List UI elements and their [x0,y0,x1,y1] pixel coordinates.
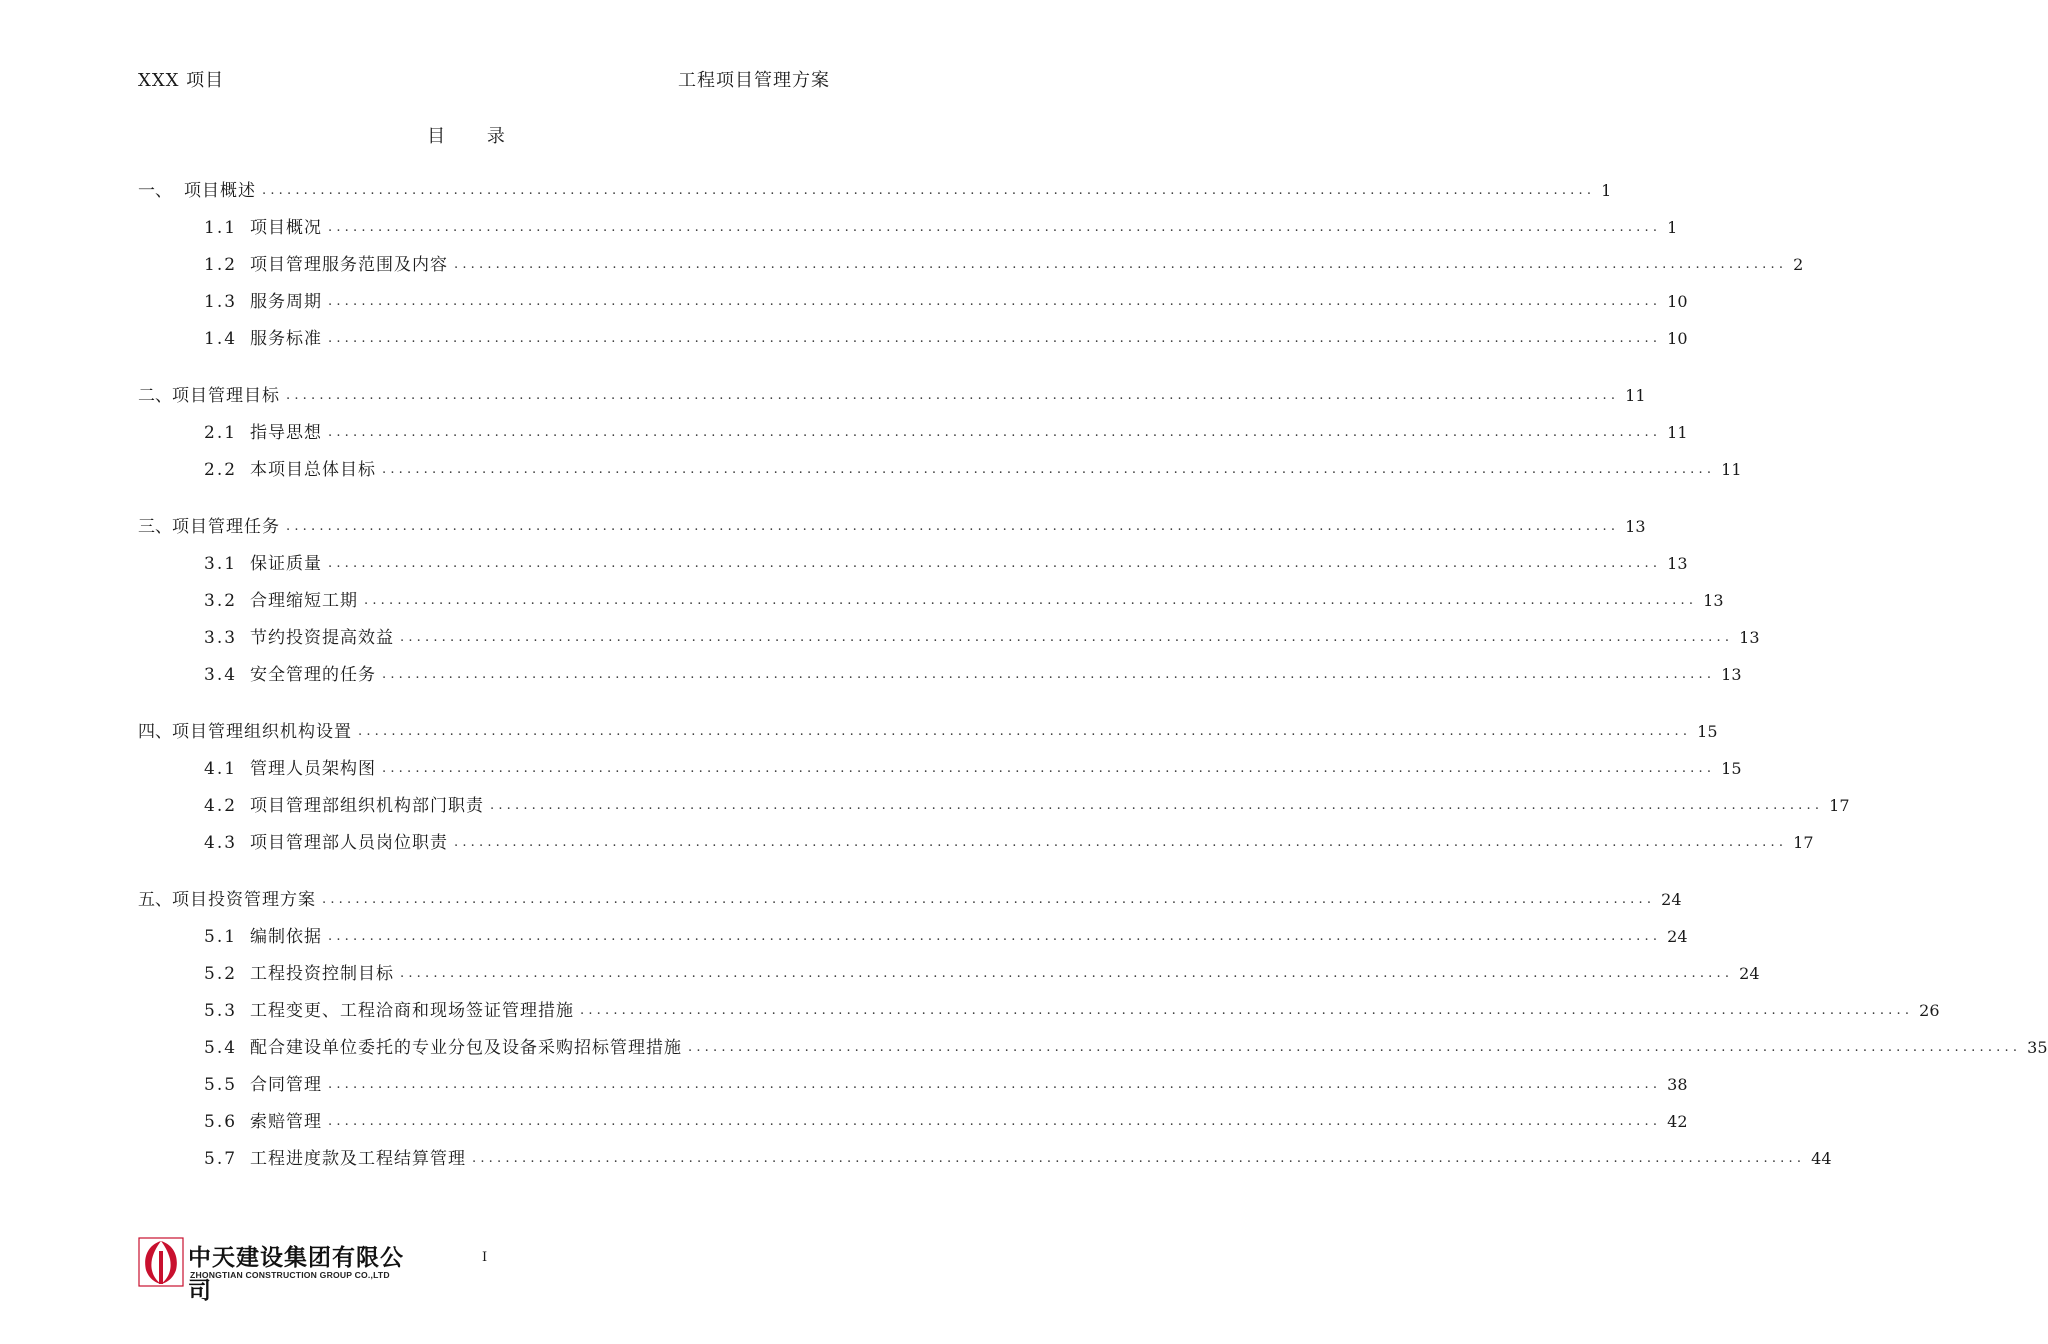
toc-leader-dots: ................................................................................................................................................................ [286,388,1620,403]
toc-section-entry[interactable] [204,756,1742,782]
toc-entry-number: 四、 [138,722,172,742]
toc-leader-dots: ................................................................................................................................................................ [328,556,1662,571]
toc-section-entry[interactable] [204,625,1760,651]
toc-leader-dots: ................................................................................................................................................................ [328,929,1662,944]
toc-entry-label: 合理缩短工期 [250,591,358,611]
toc-entry-page: 38 [1667,1075,1688,1094]
toc-entry-label: 工程投资控制目标 [250,964,394,984]
toc-title: 目 录 [427,126,523,147]
toc-entry-label: 项目管理目标 [172,386,280,406]
toc-leader-dots: ................................................................................................................................................................ [688,1040,2022,1055]
toc-entry-number: 3.4 [204,665,238,685]
toc-entry-label: 工程进度款及工程结算管理 [250,1149,466,1169]
toc-entry-number: 1.3 [204,292,238,312]
toc-chapter-entry[interactable] [138,383,1646,409]
toc-leader-dots: ................................................................................................................................................................ [400,966,1734,981]
toc-entry-number: 3.2 [204,591,238,611]
toc-entry-number: 三、 [138,517,172,537]
toc-chapter-entry[interactable] [138,719,1718,745]
toc-leader-dots: ................................................................................................................................................................ [400,630,1734,645]
toc-section-entry[interactable] [204,662,1742,688]
toc-section-entry[interactable] [204,215,1678,241]
toc-entry-page: 1 [1601,181,1612,200]
toc-section-entry[interactable] [204,1035,2048,1061]
toc-leader-dots: ................................................................................................................................................................ [364,593,1698,608]
toc-entry-label: 保证质量 [250,554,322,574]
toc-section-entry[interactable] [204,326,1688,352]
toc-entry-label: 项目概况 [250,218,322,238]
toc-entry-page: 13 [1625,517,1646,536]
toc-entry-number: 5.2 [204,964,238,984]
toc-entry-label: 节约投资提高效益 [250,628,394,648]
toc-leader-dots: ................................................................................................................................................................ [472,1151,1806,1166]
header-document-title: 工程项目管理方案 [678,70,830,91]
toc-entry-label: 合同管理 [250,1075,322,1095]
logo-english-name: ZHONGTIAN CONSTRUCTION GROUP CO.,LTD [190,1270,390,1280]
toc-entry-number: 4.1 [204,759,238,779]
toc-leader-dots: ................................................................................................................................................................ [262,183,1596,198]
toc-section-entry[interactable] [204,252,1804,278]
header-project-name: XXX 项目 [138,70,225,91]
toc-entry-number: 二、 [138,386,172,406]
toc-entry-label: 管理人员架构图 [250,759,376,779]
toc-entry-number: 一、 [138,181,172,201]
toc-section-entry[interactable] [204,1072,1688,1098]
toc-section-entry[interactable] [204,420,1688,446]
toc-entry-page: 13 [1703,591,1724,610]
toc-leader-dots: ................................................................................................................................................................ [286,519,1620,534]
toc-entry-page: 13 [1739,628,1760,647]
toc-entry-page: 24 [1739,964,1760,983]
toc-section-entry[interactable] [204,961,1760,987]
toc-section-entry[interactable] [204,551,1688,577]
toc-entry-label: 本项目总体目标 [250,460,376,480]
toc-leader-dots: ................................................................................................................................................................ [454,257,1788,272]
toc-entry-page: 17 [1829,796,1850,815]
toc-entry-label: 指导思想 [250,423,322,443]
toc-section-entry[interactable] [204,1109,1688,1135]
toc-leader-dots: ................................................................................................................................................................ [382,667,1716,682]
toc-entry-label: 安全管理的任务 [250,665,376,685]
company-emblem-icon [138,1237,184,1287]
toc-leader-dots: ................................................................................................................................................................ [580,1003,1914,1018]
toc-entry-label: 工程变更、工程洽商和现场签证管理措施 [250,1001,574,1021]
toc-entry-number: 4.2 [204,796,238,816]
toc-entry-page: 11 [1667,423,1688,442]
toc-leader-dots: ................................................................................................................................................................ [358,724,1692,739]
logo-chinese-name: 中天建设集团有限公司 [188,1245,404,1304]
toc-entry-page: 44 [1811,1149,1832,1168]
toc-leader-dots: ................................................................................................................................................................ [490,798,1824,813]
toc-entry-page: 15 [1721,759,1742,778]
toc-entry-number: 4.3 [204,833,238,853]
toc-leader-dots: ................................................................................................................................................................ [328,425,1662,440]
toc-entry-page: 13 [1721,665,1742,684]
toc-entry-number: 5.6 [204,1112,238,1132]
toc-entry-label: 配合建设单位委托的专业分包及设备采购招标管理措施 [250,1038,682,1058]
toc-leader-dots: ................................................................................................................................................................ [322,892,1656,907]
toc-entry-page: 24 [1661,890,1682,909]
toc-entry-number: 5.3 [204,1001,238,1021]
toc-entry-page: 10 [1667,292,1688,311]
toc-entry-number: 5.4 [204,1038,238,1058]
toc-leader-dots: ................................................................................................................................................................ [328,1077,1662,1092]
toc-entry-label: 项目管理部组织机构部门职责 [250,796,484,816]
toc-entry-label: 项目概述 [184,181,256,201]
toc-section-entry[interactable] [204,289,1688,315]
toc-section-entry[interactable] [204,998,1940,1024]
toc-section-entry[interactable] [204,924,1688,950]
toc-entry-label: 编制依据 [250,927,322,947]
toc-chapter-entry[interactable] [138,514,1646,540]
toc-section-entry[interactable] [204,830,1814,856]
toc-section-entry[interactable] [204,1146,1832,1172]
toc-chapter-entry[interactable] [138,887,1682,913]
toc-leader-dots: ................................................................................................................................................................ [328,220,1662,235]
toc-entry-page: 11 [1721,460,1742,479]
toc-entry-number: 1.2 [204,255,238,275]
page-number: I [482,1250,488,1265]
toc-entry-page: 35 [2027,1038,2048,1057]
toc-entry-number: 2.2 [204,460,238,480]
toc-leader-dots: ................................................................................................................................................................ [454,835,1788,850]
toc-entry-page: 26 [1919,1001,1940,1020]
toc-entry-label: 项目管理部人员岗位职责 [250,833,448,853]
toc-leader-dots: ................................................................................................................................................................ [382,462,1716,477]
toc-entry-label: 项目管理组织机构设置 [172,722,352,742]
toc-entry-number: 1.4 [204,329,238,349]
toc-entry-number: 3.3 [204,628,238,648]
toc-section-entry[interactable] [204,588,1724,614]
toc-entry-page: 42 [1667,1112,1688,1131]
toc-entry-page: 11 [1625,386,1646,405]
toc-entry-page: 15 [1697,722,1718,741]
toc-entry-number: 5.5 [204,1075,238,1095]
toc-entry-page: 24 [1667,927,1688,946]
toc-entry-number: 5.7 [204,1149,238,1169]
toc-entry-label: 索赔管理 [250,1112,322,1132]
toc-entry-page: 13 [1667,554,1688,573]
toc-entry-label: 服务周期 [250,292,322,312]
toc-entry-number: 3.1 [204,554,238,574]
toc-entry-page: 2 [1793,255,1804,274]
toc-entry-label: 项目管理服务范围及内容 [250,255,448,275]
toc-entry-label: 项目管理任务 [172,517,280,537]
toc-section-entry[interactable] [204,457,1742,483]
toc-entry-number: 5.1 [204,927,238,947]
toc-leader-dots: ................................................................................................................................................................ [382,761,1716,776]
toc-entry-number: 五、 [138,890,172,910]
toc-entry-page: 17 [1793,833,1814,852]
toc-entry-label: 服务标准 [250,329,322,349]
toc-leader-dots: ................................................................................................................................................................ [328,294,1662,309]
toc-entry-page: 10 [1667,329,1688,348]
toc-leader-dots: ................................................................................................................................................................ [328,331,1662,346]
toc-chapter-entry[interactable] [138,178,1612,204]
toc-section-entry[interactable] [204,793,1850,819]
toc-entry-label: 项目投资管理方案 [172,890,316,910]
company-logo [138,1237,406,1304]
toc-entry-number: 1.1 [204,218,238,238]
toc-entry-page: 1 [1667,218,1678,237]
toc-leader-dots: ................................................................................................................................................................ [328,1114,1662,1129]
toc-entry-number: 2.1 [204,423,238,443]
